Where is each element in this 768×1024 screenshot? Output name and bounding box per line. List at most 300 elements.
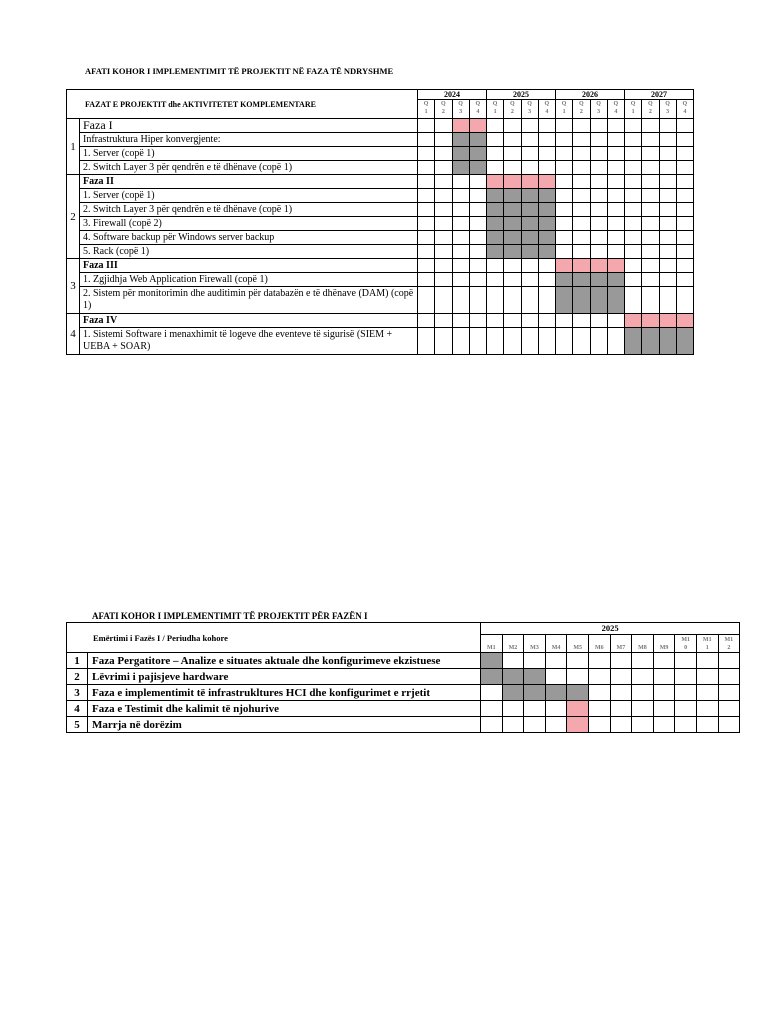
timeline-cell [469, 245, 486, 259]
activity-bar-cell [521, 217, 538, 231]
timeline-cell [642, 119, 659, 133]
timeline-cell [567, 653, 589, 669]
timeline-cell [556, 217, 573, 231]
timeline-cell [504, 314, 521, 328]
timeline-cell [521, 119, 538, 133]
activity-bar-cell [504, 231, 521, 245]
timeline-cell [556, 203, 573, 217]
month-header: M3 [524, 635, 546, 653]
timeline-cell [718, 685, 740, 701]
timeline-cell [590, 328, 607, 355]
timeline-cell [718, 669, 740, 685]
activity-bar-cell [487, 203, 504, 217]
timeline-cell [659, 203, 676, 217]
activity-bar-cell [504, 245, 521, 259]
phase-header-bar-cell [469, 119, 486, 133]
timeline-cell [607, 314, 624, 328]
timeline-cell [521, 133, 538, 147]
timeline-cell [653, 669, 675, 685]
timeline-cell [659, 189, 676, 203]
timeline-cell [418, 245, 435, 259]
timeline-cell [590, 314, 607, 328]
timeline-cell [556, 245, 573, 259]
activity-row [67, 203, 694, 217]
timeline-cell [718, 701, 740, 717]
year-header: 2026 [556, 90, 625, 100]
timeline-cell [573, 189, 590, 203]
timeline-cell [504, 147, 521, 161]
timeline-cell [642, 245, 659, 259]
activity-bar-cell [625, 328, 642, 355]
timeline-cell [642, 273, 659, 287]
month-header: M8 [632, 635, 654, 653]
timeline-cell [659, 175, 676, 189]
activity-bar-cell [659, 328, 676, 355]
timeline-cell [573, 328, 590, 355]
activity-bar-cell [521, 189, 538, 203]
activity-row [67, 161, 694, 175]
activity-bar-cell [487, 217, 504, 231]
activity-bar-cell [556, 273, 573, 287]
timeline-cell [452, 175, 469, 189]
timeline-cell [625, 133, 642, 147]
task-number: 2 [67, 669, 88, 685]
timeline-cell [487, 328, 504, 355]
milestone-bar-cell [567, 701, 589, 717]
task-label: Marrja në dorëzim [88, 717, 481, 733]
timeline-cell [502, 653, 524, 669]
timeline-cell [452, 245, 469, 259]
timeline-cell [538, 161, 555, 175]
activity-bar-cell [556, 287, 573, 314]
phase-header-bar-cell [538, 175, 555, 189]
timeline-cell [653, 717, 675, 733]
timeline-cell [590, 203, 607, 217]
month-header: M1 [481, 635, 503, 653]
timeline-cell [418, 119, 435, 133]
month-header: M7 [610, 635, 632, 653]
timeline-cell [487, 147, 504, 161]
table2-title: AFATI KOHOR I IMPLEMENTIMIT TË PROJEKTIT PËR FAZËN I [92, 611, 368, 621]
task-bar-cell [502, 685, 524, 701]
timeline-cell [418, 314, 435, 328]
timeline-cell [504, 287, 521, 314]
timeline-cell [675, 685, 697, 701]
timeline-cell [524, 717, 546, 733]
activity-bar-cell [538, 231, 555, 245]
task-bar-cell [481, 669, 503, 685]
timeline-cell [676, 161, 693, 175]
phase-row [67, 175, 694, 189]
timeline-cell [418, 175, 435, 189]
activity-label: 2. Switch Layer 3 për qendrën e të dhënave (copë 1) [80, 161, 418, 175]
timeline-cell [469, 259, 486, 273]
timeline-cell [521, 314, 538, 328]
activity-bar-cell [521, 231, 538, 245]
timeline-cell [469, 189, 486, 203]
timeline-cell [642, 161, 659, 175]
timeline-cell [590, 161, 607, 175]
timeline-cell [556, 328, 573, 355]
timeline-cell [659, 287, 676, 314]
phase-header-bar-cell [676, 314, 693, 328]
timeline-cell [452, 273, 469, 287]
activity-label: 3. Firewall (copë 2) [80, 217, 418, 231]
timeline-cell [545, 701, 567, 717]
year-header: 2027 [625, 90, 694, 100]
timeline-cell [625, 217, 642, 231]
phase-title: Faza IV [80, 314, 418, 328]
timeline-cell [452, 328, 469, 355]
timeline-cell [556, 231, 573, 245]
timeline-cell [469, 328, 486, 355]
quarter-header: Q 3 [590, 100, 607, 119]
timeline-cell [418, 147, 435, 161]
timeline-cell [590, 231, 607, 245]
timeline-cell [435, 217, 452, 231]
timeline-cell [676, 133, 693, 147]
task-bar-cell [545, 685, 567, 701]
timeline-cell [435, 119, 452, 133]
timeline-cell [718, 717, 740, 733]
timeline-cell [676, 287, 693, 314]
timeline-cell [659, 245, 676, 259]
timeline-cell [625, 119, 642, 133]
activity-bar-cell [590, 273, 607, 287]
timeline-cell [625, 203, 642, 217]
timeline-cell [469, 231, 486, 245]
timeline-cell [487, 161, 504, 175]
table2-header-label: Emërtimi i Fazës I / Periudha kohore [67, 623, 481, 653]
timeline-cell [588, 653, 610, 669]
quarter-header: Q 3 [659, 100, 676, 119]
timeline-cell [718, 653, 740, 669]
phase-number: 2 [67, 175, 80, 259]
timeline-cell [676, 203, 693, 217]
quarter-header: Q 4 [538, 100, 555, 119]
timeline-cell [625, 259, 642, 273]
phase-row [67, 119, 694, 133]
timeline-cell [521, 328, 538, 355]
timeline-cell [556, 133, 573, 147]
activity-bar-cell [607, 287, 624, 314]
timeline-cell [607, 231, 624, 245]
timeline-cell [487, 133, 504, 147]
month-header: M9 [653, 635, 675, 653]
timeline-cell [625, 273, 642, 287]
timeline-cell [469, 273, 486, 287]
timeline-cell [556, 189, 573, 203]
timeline-cell [538, 314, 555, 328]
activity-row [67, 147, 694, 161]
timeline-cell [538, 287, 555, 314]
timeline-cell [625, 189, 642, 203]
timeline-cell [610, 653, 632, 669]
timeline-cell [418, 287, 435, 314]
timeline-cell [435, 314, 452, 328]
timeline-cell [487, 119, 504, 133]
timeline-cell [607, 147, 624, 161]
activity-bar-cell [452, 161, 469, 175]
task-label: Faza e Testimit dhe kalimit të njohurive [88, 701, 481, 717]
activity-row [67, 217, 694, 231]
task-row [67, 701, 740, 717]
timeline-cell [573, 314, 590, 328]
timeline-cell [632, 653, 654, 669]
timeline-cell [545, 653, 567, 669]
timeline-cell [545, 669, 567, 685]
task-row [67, 717, 740, 733]
activity-bar-cell [469, 161, 486, 175]
timeline-cell [452, 231, 469, 245]
year-header: 2025 [487, 90, 556, 100]
timeline-cell [567, 669, 589, 685]
activity-bar-cell [573, 287, 590, 314]
timeline-cell [435, 161, 452, 175]
activity-label: 1. Sistemi Software i menaxhimit të logeve dhe eventeve të sigurisë (SIEM + UEBA + SOAR) [80, 328, 418, 355]
timeline-cell [435, 273, 452, 287]
timeline-cell [418, 273, 435, 287]
phases-schedule-table [66, 89, 694, 355]
timeline-cell [545, 717, 567, 733]
activity-bar-cell [538, 245, 555, 259]
month-header: M5 [567, 635, 589, 653]
timeline-cell [588, 669, 610, 685]
timeline-cell [418, 161, 435, 175]
timeline-cell [418, 203, 435, 217]
timeline-cell [632, 717, 654, 733]
timeline-cell [452, 314, 469, 328]
timeline-cell [452, 217, 469, 231]
timeline-cell [642, 189, 659, 203]
timeline-cell [435, 287, 452, 314]
task-number: 4 [67, 701, 88, 717]
quarter-header: Q 3 [521, 100, 538, 119]
phase-title: Faza I [80, 119, 418, 133]
task-row [67, 653, 740, 669]
timeline-cell [556, 119, 573, 133]
timeline-cell [653, 701, 675, 717]
timeline-cell [573, 161, 590, 175]
timeline-cell [418, 328, 435, 355]
timeline-cell [696, 669, 718, 685]
task-number: 3 [67, 685, 88, 701]
timeline-cell [696, 653, 718, 669]
activity-row [67, 231, 694, 245]
timeline-cell [659, 259, 676, 273]
month-header: M1 1 [696, 635, 718, 653]
phase-header-bar-cell [452, 119, 469, 133]
timeline-cell [521, 273, 538, 287]
activity-bar-cell [504, 203, 521, 217]
timeline-cell [625, 231, 642, 245]
timeline-cell [659, 273, 676, 287]
activity-bar-cell [469, 147, 486, 161]
timeline-cell [632, 685, 654, 701]
timeline-cell [625, 287, 642, 314]
timeline-cell [538, 273, 555, 287]
task-number: 5 [67, 717, 88, 733]
table1-header-label: FAZAT E PROJEKTIT dhe AKTIVITETET KOMPLEMENTARE [67, 90, 418, 119]
timeline-cell [642, 175, 659, 189]
timeline-cell [590, 189, 607, 203]
milestone-bar-cell [567, 717, 589, 733]
timeline-cell [588, 717, 610, 733]
phase-header-bar-cell [642, 314, 659, 328]
timeline-cell [607, 161, 624, 175]
timeline-cell [607, 133, 624, 147]
timeline-cell [696, 685, 718, 701]
timeline-cell [481, 701, 503, 717]
timeline-cell [556, 314, 573, 328]
timeline-cell [642, 147, 659, 161]
timeline-cell [590, 147, 607, 161]
timeline-cell [524, 701, 546, 717]
timeline-cell [610, 669, 632, 685]
timeline-cell [642, 203, 659, 217]
timeline-cell [435, 175, 452, 189]
timeline-cell [573, 147, 590, 161]
activity-label: 5. Rack (copë 1) [80, 245, 418, 259]
timeline-cell [481, 685, 503, 701]
phase-header-bar-cell [521, 175, 538, 189]
timeline-cell [521, 161, 538, 175]
phase-header-bar-cell [556, 259, 573, 273]
task-row [67, 685, 740, 701]
phase-header-bar-cell [625, 314, 642, 328]
quarter-header: Q 1 [625, 100, 642, 119]
timeline-cell [556, 175, 573, 189]
quarter-header: Q 3 [452, 100, 469, 119]
timeline-cell [504, 259, 521, 273]
task-row [67, 669, 740, 685]
activity-label: Infrastruktura Hiper konvergjente: [80, 133, 418, 147]
timeline-cell [607, 203, 624, 217]
task-bar-cell [567, 685, 589, 701]
timeline-cell [642, 259, 659, 273]
phase-row [67, 314, 694, 328]
timeline-cell [435, 231, 452, 245]
timeline-cell [625, 161, 642, 175]
timeline-cell [435, 245, 452, 259]
timeline-cell [676, 245, 693, 259]
activity-bar-cell [504, 189, 521, 203]
timeline-cell [642, 231, 659, 245]
timeline-cell [524, 653, 546, 669]
phase-header-bar-cell [659, 314, 676, 328]
activity-row [67, 245, 694, 259]
timeline-cell [573, 203, 590, 217]
timeline-cell [642, 133, 659, 147]
activity-row [67, 133, 694, 147]
timeline-cell [504, 273, 521, 287]
activity-bar-cell [521, 245, 538, 259]
activity-label: 2. Sistem për monitorimin dhe auditimin për databazën e të dhënave (DAM) (copë 1) [80, 287, 418, 314]
phase-header-bar-cell [504, 175, 521, 189]
timeline-cell [590, 245, 607, 259]
activity-bar-cell [676, 328, 693, 355]
timeline-cell [469, 314, 486, 328]
timeline-cell [676, 273, 693, 287]
timeline-cell [659, 161, 676, 175]
activity-label: 4. Software backup për Windows server backup [80, 231, 418, 245]
task-label: Faza e implementimit të infrastrukltures HCI dhe konfigurimet e rrjetit [88, 685, 481, 701]
timeline-cell [659, 217, 676, 231]
timeline-cell [556, 147, 573, 161]
activity-bar-cell [607, 273, 624, 287]
timeline-cell [659, 119, 676, 133]
quarter-header: Q 4 [676, 100, 693, 119]
task-bar-cell [481, 653, 503, 669]
timeline-cell [573, 245, 590, 259]
timeline-cell [573, 231, 590, 245]
timeline-cell [642, 287, 659, 314]
phase1-schedule-table [66, 622, 740, 733]
quarter-header: Q 2 [435, 100, 452, 119]
activity-label: 1. Server (copë 1) [80, 147, 418, 161]
timeline-cell [418, 259, 435, 273]
timeline-cell [538, 259, 555, 273]
timeline-cell [469, 287, 486, 314]
timeline-cell [675, 717, 697, 733]
phase-header-bar-cell [573, 259, 590, 273]
timeline-cell [521, 147, 538, 161]
activity-bar-cell [538, 189, 555, 203]
month-header: M4 [545, 635, 567, 653]
month-header: M6 [588, 635, 610, 653]
quarter-header: Q 1 [418, 100, 435, 119]
quarter-header: Q 2 [642, 100, 659, 119]
timeline-cell [504, 328, 521, 355]
phase-number: 3 [67, 259, 80, 314]
timeline-cell [435, 147, 452, 161]
timeline-cell [675, 701, 697, 717]
phase-title: Faza II [80, 175, 418, 189]
activity-bar-cell [487, 189, 504, 203]
timeline-cell [653, 653, 675, 669]
activity-bar-cell [521, 203, 538, 217]
activity-bar-cell [452, 133, 469, 147]
timeline-cell [502, 717, 524, 733]
activity-label: 1. Server (copë 1) [80, 189, 418, 203]
timeline-cell [676, 259, 693, 273]
timeline-cell [676, 217, 693, 231]
timeline-cell [452, 287, 469, 314]
timeline-cell [504, 133, 521, 147]
timeline-cell [676, 175, 693, 189]
timeline-cell [573, 119, 590, 133]
timeline-cell [625, 245, 642, 259]
task-bar-cell [524, 685, 546, 701]
activity-label: 2. Switch Layer 3 për qendrën e të dhënave (copë 1) [80, 203, 418, 217]
timeline-cell [435, 259, 452, 273]
activity-bar-cell [487, 245, 504, 259]
task-number: 1 [67, 653, 88, 669]
task-bar-cell [502, 669, 524, 685]
phase-title: Faza III [80, 259, 418, 273]
timeline-cell [610, 685, 632, 701]
activity-bar-cell [538, 203, 555, 217]
timeline-cell [653, 685, 675, 701]
month-header: M2 [502, 635, 524, 653]
phase-header-bar-cell [607, 259, 624, 273]
quarter-header: Q 2 [504, 100, 521, 119]
activity-bar-cell [487, 231, 504, 245]
month-header: M1 0 [675, 635, 697, 653]
quarter-header: Q 4 [469, 100, 486, 119]
timeline-cell [487, 314, 504, 328]
timeline-cell [502, 701, 524, 717]
